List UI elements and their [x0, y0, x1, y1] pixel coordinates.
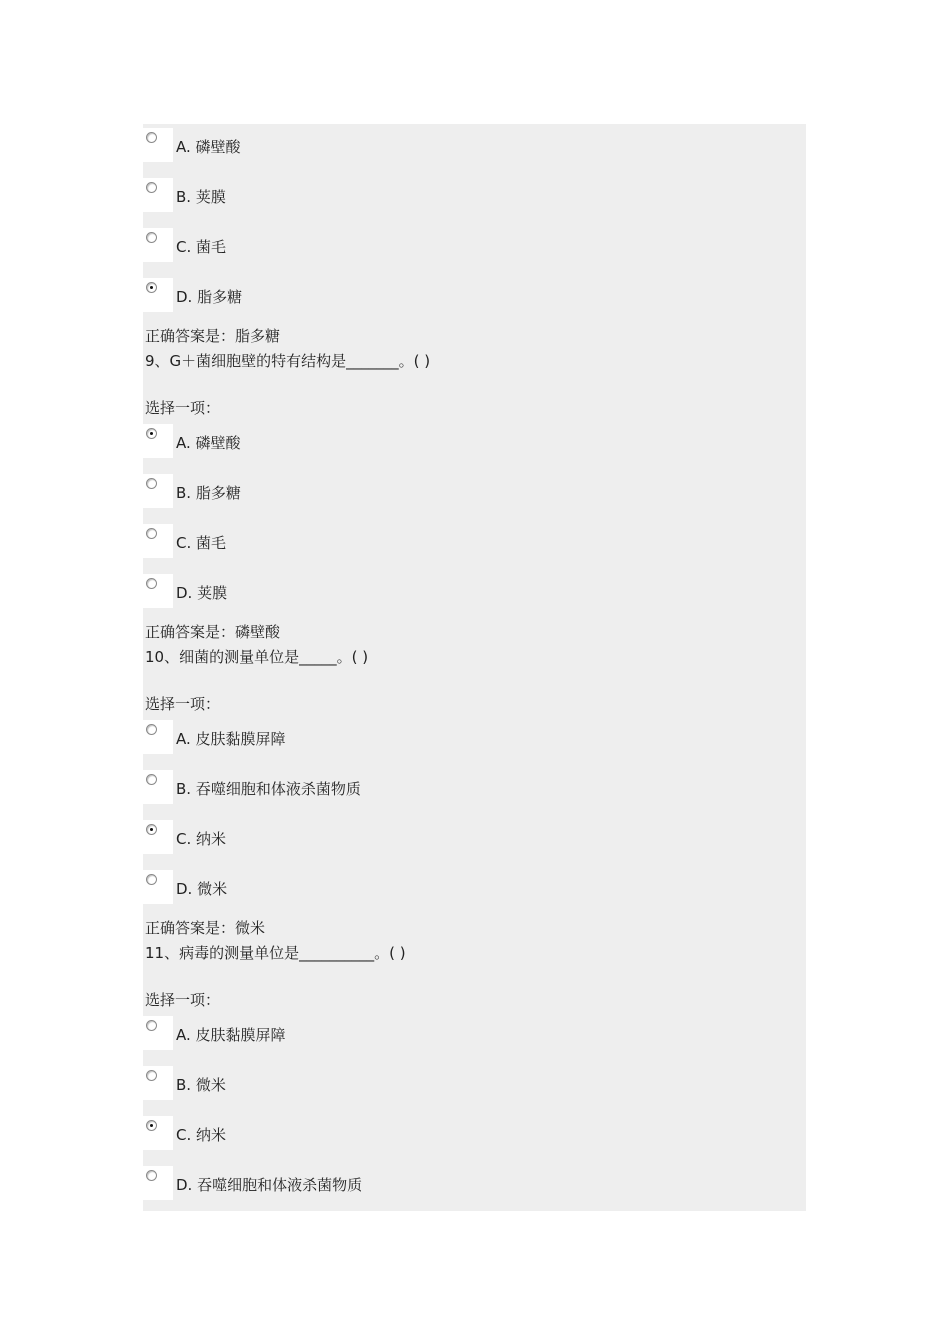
- correct-answer: 正确答案是：脂多糖: [145, 327, 281, 345]
- option-label: A. 皮肤黏膜屏障: [176, 730, 286, 748]
- option-row[interactable]: [143, 424, 806, 464]
- select-prompt: 选择一项：: [145, 695, 221, 713]
- radio-c[interactable]: [146, 528, 157, 539]
- option-row[interactable]: [143, 870, 806, 910]
- radio-a[interactable]: [146, 1020, 157, 1031]
- radio-b[interactable]: [146, 774, 157, 785]
- option-label: C. 纳米: [176, 830, 227, 848]
- option-label: B. 吞噬细胞和体液杀菌物质: [176, 780, 361, 798]
- radio-b[interactable]: [146, 1070, 157, 1081]
- option-row[interactable]: [143, 278, 806, 318]
- select-prompt: 选择一项：: [145, 399, 221, 417]
- option-label: A. 皮肤黏膜屏障: [176, 1026, 286, 1044]
- radio-a[interactable]: [146, 724, 157, 735]
- option-label: C. 菌毛: [176, 534, 227, 552]
- radio-d[interactable]: [146, 874, 157, 885]
- option-row[interactable]: [143, 128, 806, 168]
- option-row[interactable]: [143, 1116, 806, 1156]
- option-row[interactable]: [143, 178, 806, 218]
- radio-d[interactable]: [146, 578, 157, 589]
- radio-a[interactable]: [146, 132, 157, 143]
- radio-c-selected[interactable]: [146, 824, 157, 835]
- option-row[interactable]: [143, 524, 806, 564]
- option-row[interactable]: [143, 720, 806, 760]
- radio-c-selected[interactable]: [146, 1120, 157, 1131]
- option-label: D. 脂多糖: [176, 288, 243, 306]
- option-row[interactable]: [143, 820, 806, 860]
- radio-d[interactable]: [146, 1170, 157, 1181]
- question-title: 9、G＋菌细胞壁的特有结构是_______。( ): [145, 352, 431, 370]
- question-title: 10、细菌的测量单位是_____。( ): [145, 648, 369, 666]
- option-row[interactable]: [143, 574, 806, 614]
- option-row[interactable]: [143, 1066, 806, 1106]
- quiz-content: [143, 124, 806, 1211]
- option-label: B. 荚膜: [176, 188, 226, 206]
- option-label: C. 菌毛: [176, 238, 227, 256]
- option-label: A. 磷壁酸: [176, 434, 241, 452]
- correct-answer: 正确答案是：微米: [145, 919, 266, 937]
- option-label: D. 荚膜: [176, 584, 228, 602]
- radio-a-selected[interactable]: [146, 428, 157, 439]
- option-row[interactable]: [143, 1166, 806, 1206]
- correct-answer: 正确答案是：磷壁酸: [145, 623, 281, 641]
- radio-c[interactable]: [146, 232, 157, 243]
- option-label: B. 脂多糖: [176, 484, 241, 502]
- option-row[interactable]: [143, 474, 806, 514]
- radio-b[interactable]: [146, 182, 157, 193]
- option-label: D. 吞噬细胞和体液杀菌物质: [176, 1176, 363, 1194]
- radio-b[interactable]: [146, 478, 157, 489]
- option-label: C. 纳米: [176, 1126, 227, 1144]
- option-label: B. 微米: [176, 1076, 226, 1094]
- option-row[interactable]: [143, 770, 806, 810]
- option-row[interactable]: [143, 1016, 806, 1056]
- question-title: 11、病毒的测量单位是__________。( ): [145, 944, 406, 962]
- option-row[interactable]: [143, 228, 806, 268]
- option-label: D. 微米: [176, 880, 228, 898]
- option-label: A. 磷壁酸: [176, 138, 241, 156]
- radio-d-selected[interactable]: [146, 282, 157, 293]
- select-prompt: 选择一项：: [145, 991, 221, 1009]
